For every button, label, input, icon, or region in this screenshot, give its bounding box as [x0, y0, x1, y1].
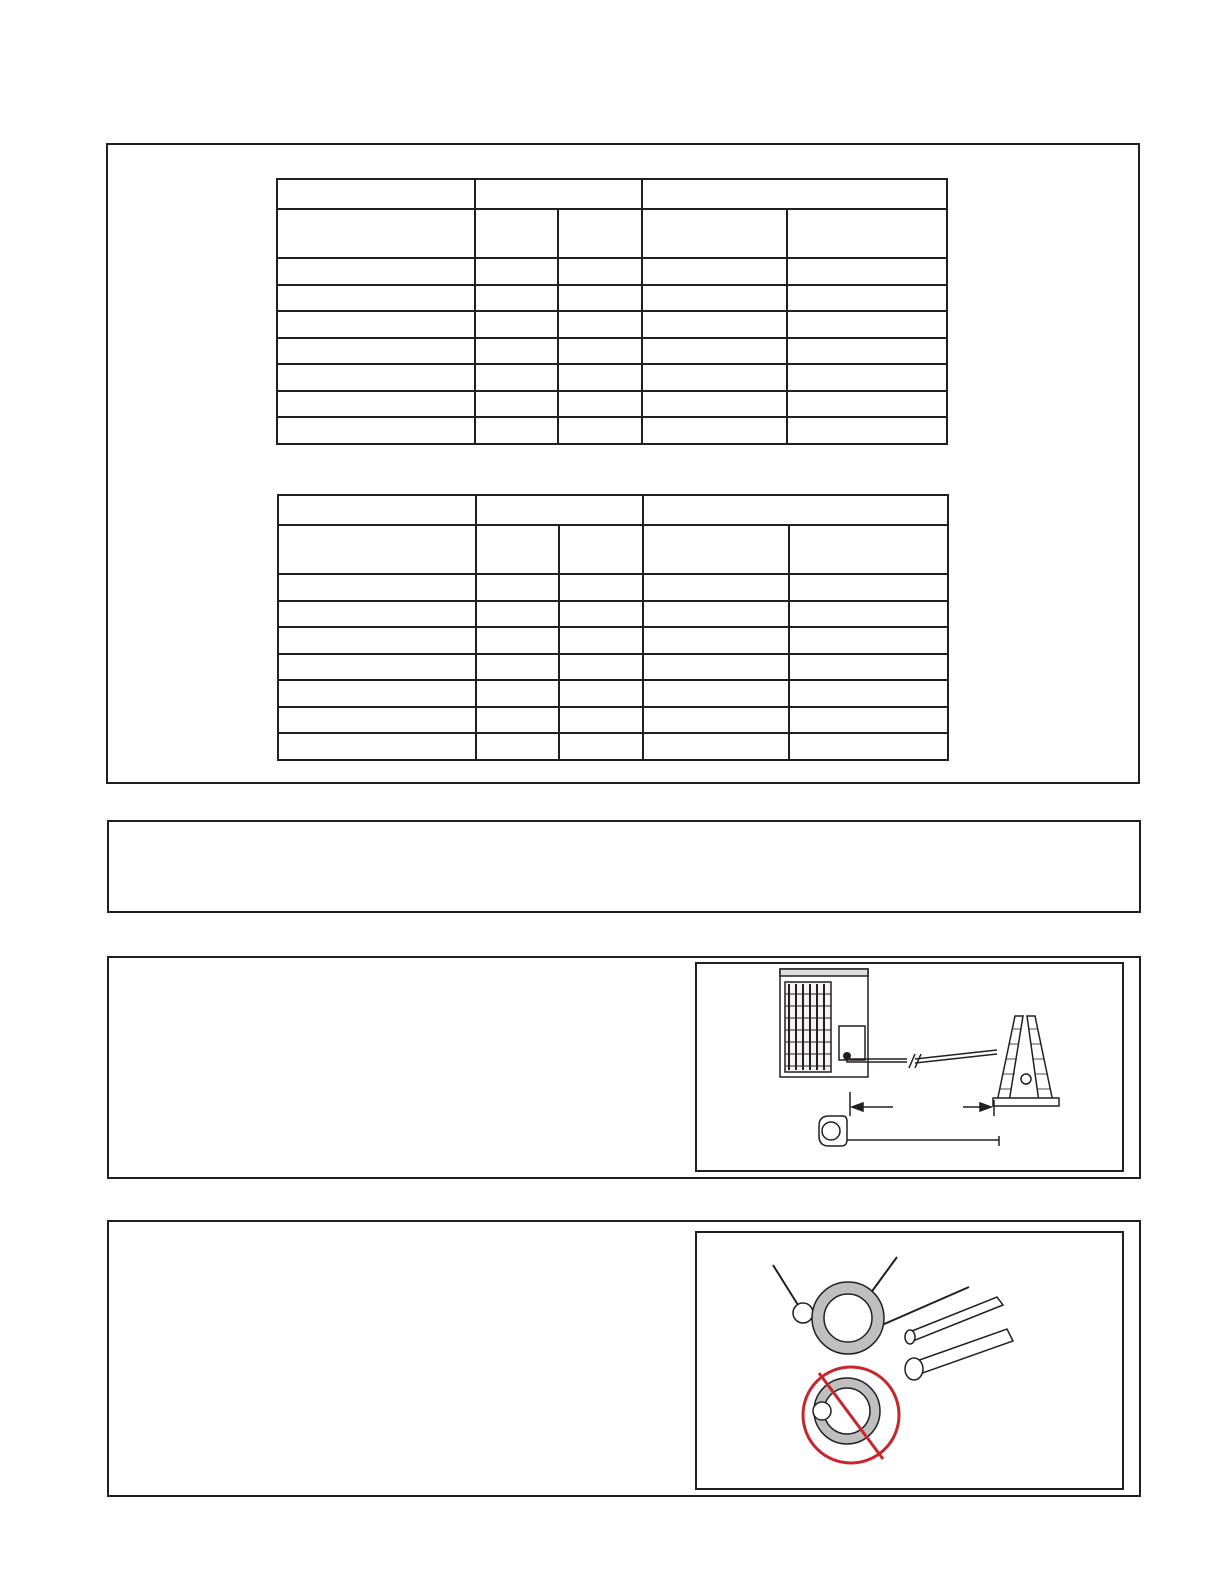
table-row: [278, 707, 948, 734]
table-row: [277, 364, 947, 391]
table-subheader-cell: [643, 525, 789, 574]
table-subheader-cell: [642, 209, 787, 258]
table-row: [278, 601, 948, 628]
table-row: [278, 680, 948, 707]
table-subheader-cell: [278, 525, 476, 574]
tubing-insulation-cross-section-icon: [697, 1233, 1126, 1492]
table-subheader-cell: [789, 525, 948, 574]
table-row: [278, 574, 948, 601]
table-header-cell: [476, 495, 643, 525]
table-row: [278, 654, 948, 681]
spec-table-2: [277, 494, 949, 761]
table-subheader-cell: [787, 209, 947, 258]
table-row: [277, 338, 947, 365]
notice-box: [107, 820, 1141, 913]
table-subheader-cell: [475, 209, 558, 258]
table-subheader-cell: [476, 525, 559, 574]
table-row: [277, 285, 947, 312]
table-header-cell: [278, 495, 476, 525]
table-row: [278, 733, 948, 760]
outdoor-unit-to-indoor-coil-line-set-icon: [697, 964, 1126, 1174]
table-header-cell: [475, 179, 642, 209]
table-subheader-cell: [559, 525, 643, 574]
insulation-figure-frame: [695, 1231, 1124, 1490]
table-header-cell: [642, 179, 947, 209]
table-row: [277, 391, 947, 418]
table-subheader-cell: [558, 209, 642, 258]
table-header-cell: [277, 179, 475, 209]
table-row: [277, 417, 947, 444]
line-set-figure-frame: [695, 962, 1124, 1172]
table-row: [278, 627, 948, 654]
small-tube-icon: [793, 1303, 813, 1323]
table-row: [277, 258, 947, 285]
spec-table-1: [276, 178, 948, 445]
table-subheader-cell: [277, 209, 475, 258]
table-row: [277, 311, 947, 338]
table-header-cell: [643, 495, 948, 525]
